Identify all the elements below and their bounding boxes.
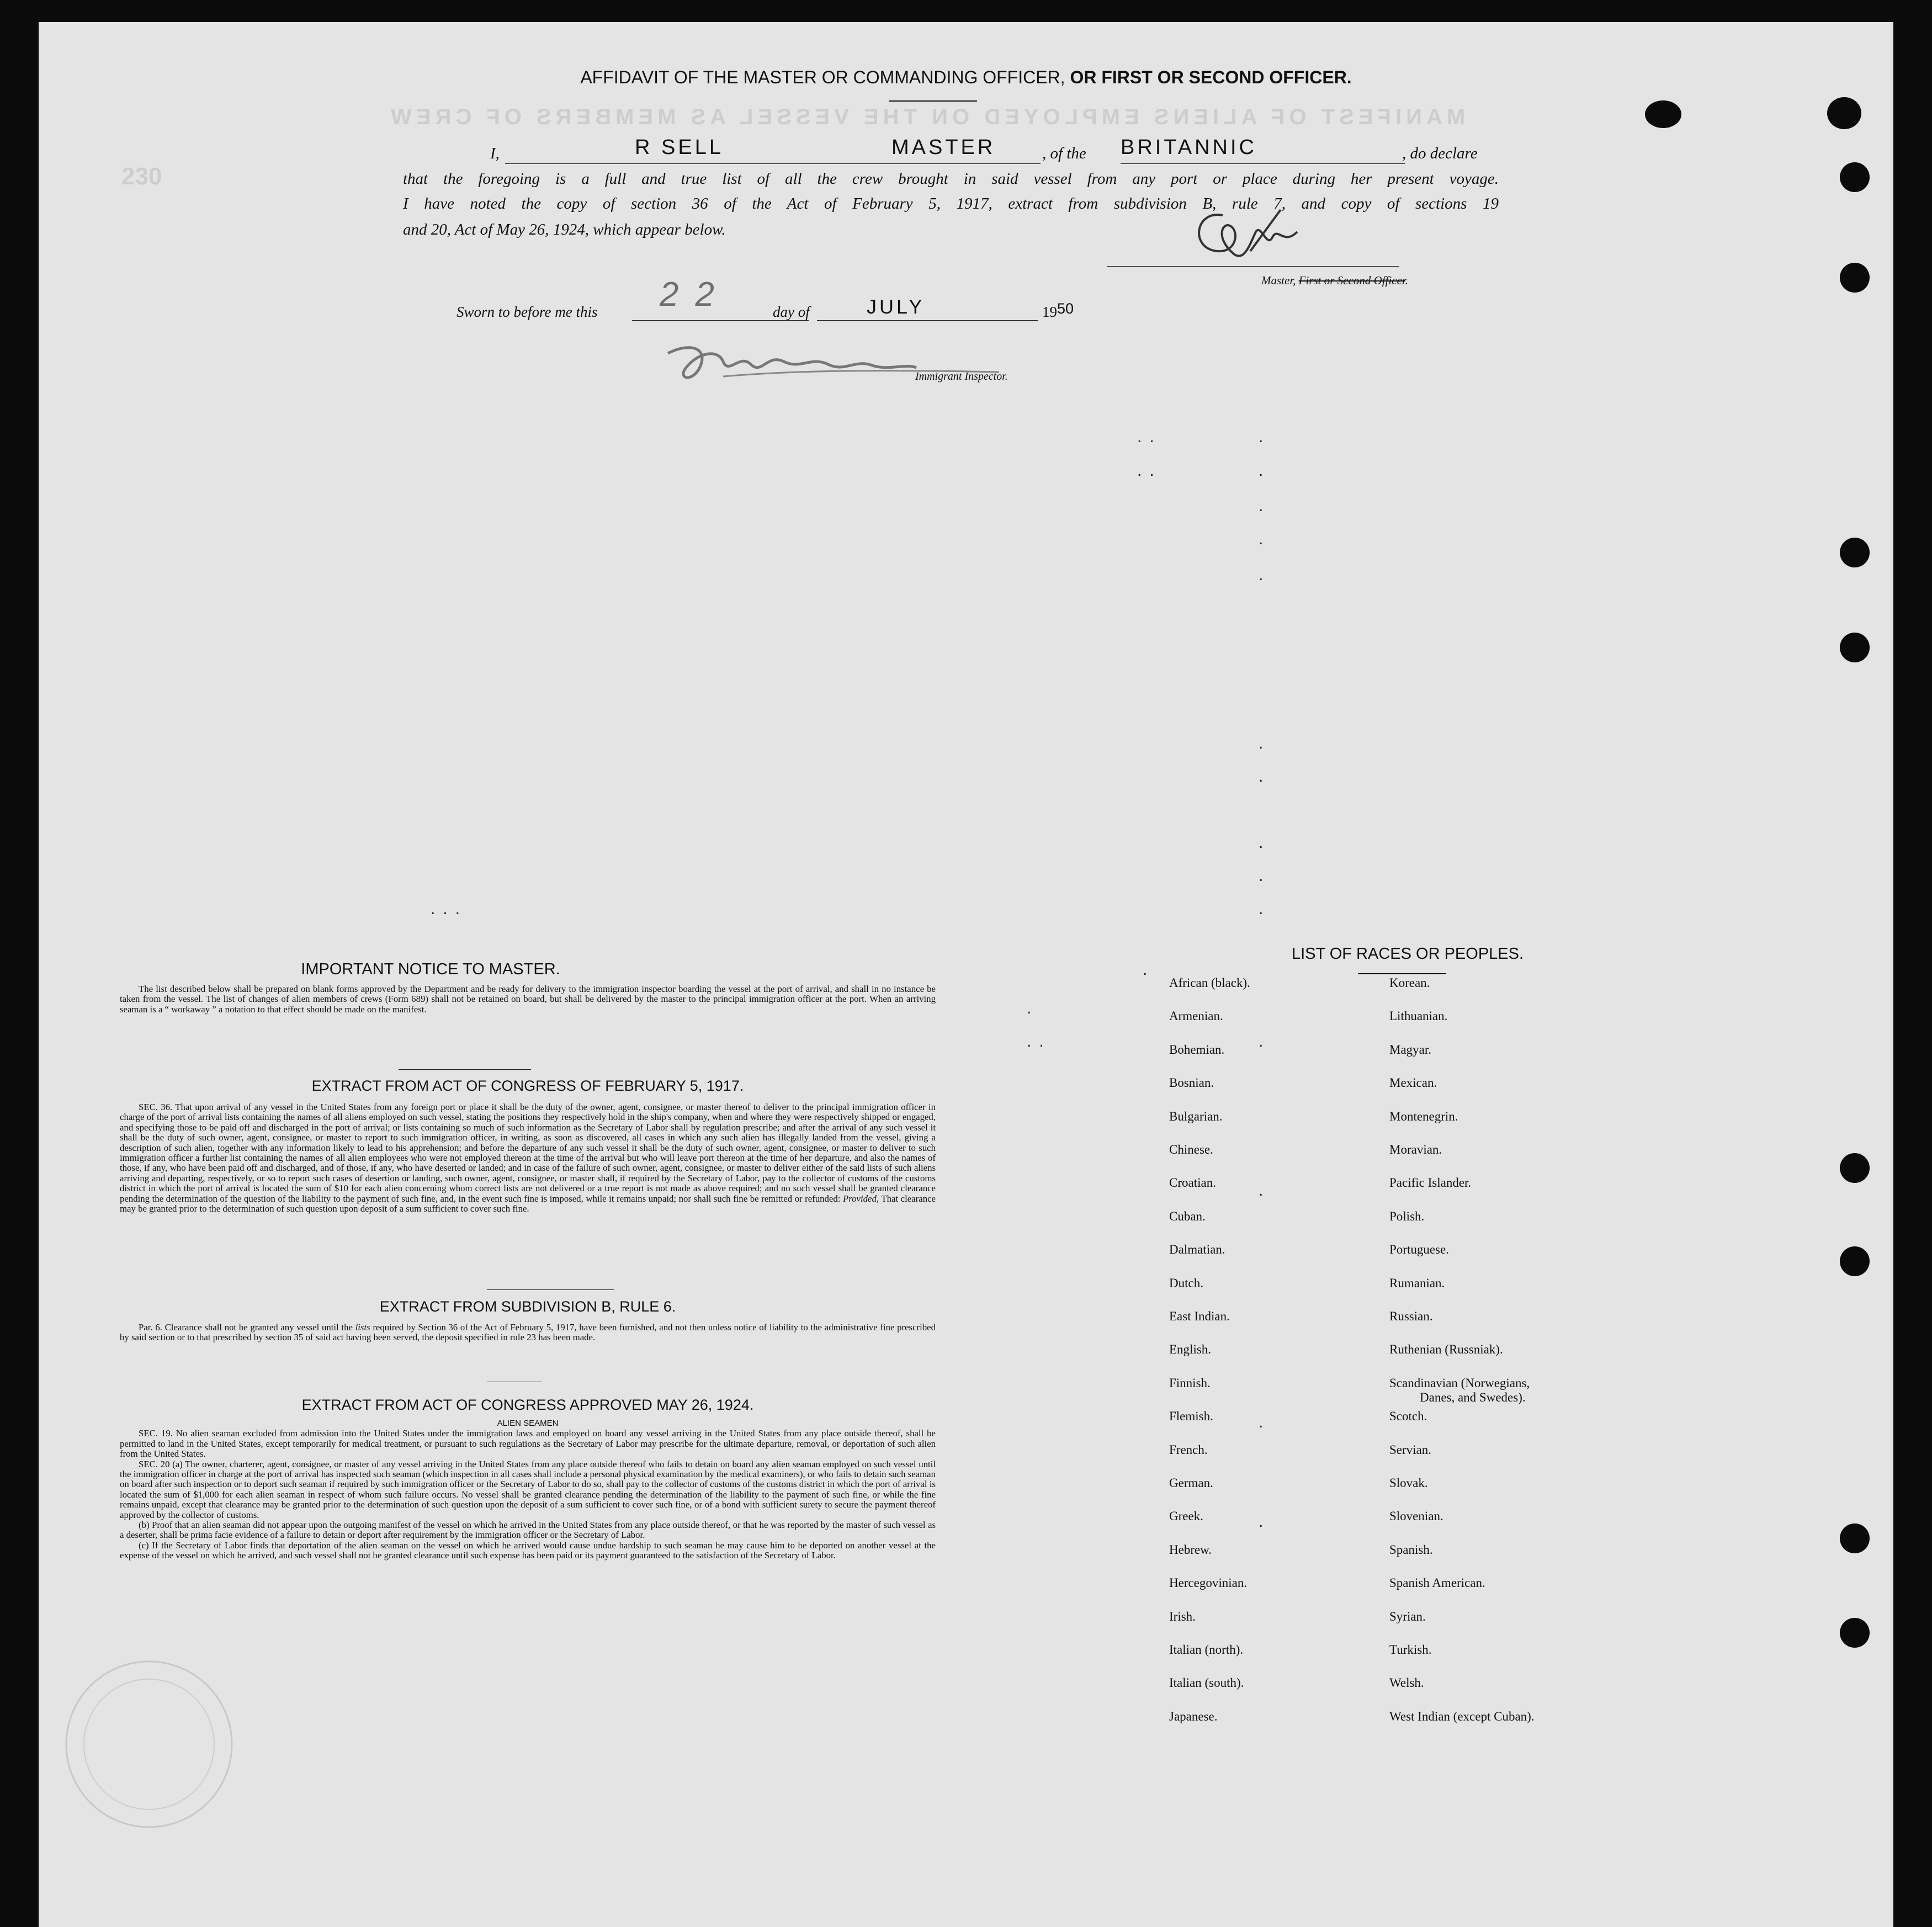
punch-hole xyxy=(1840,1523,1870,1553)
sec-36-text: SEC. 36. That upon arrival of any vessel in the United States from any foreign port or place it shall be the duty of the owner, agent, consignee, or master thereof to deliver to the principal immigration officer in charge of the port of arrival lists containing the names of all aliens employed on such vessel, stating the positions they respectively hold in the ship's company, when and where they were respectively shipped or engaged, and specifying those to be paid off and discharged in the port of arrival; or lists containing so much of such information as the Secretary of Labor shall by regulation prescribe; and after the arrival of any such vessel it shall be the duty of such owner, agent, consignee, or master to report to such immigration officer, in writing, as soon as discovered, all cases in which any such alien has illegally landed from the vessel, giving a description of such alien, together with any information likely to lead to his apprehension; and before the departure of any such vessel it shall be the duty of such owner, agent, consignee, or master to deliver to such immigration officer a further list containing the names of all alien employees who were not employed thereon at the time of the arrival but who will leave port thereon at the time of her departure, and also the names of those, if any, who have been paid off and discharged, and of those, if any, who have deserted or landed; and in case of the failure of such owner, agent, consignee, or master to deliver either of the said lists of such aliens arriving and departing, respectively, or so to report such cases of desertion or landing, such owner, agent, consignee, or master shall, if required by the Secretary of Labor, pay to the collector of customs of the customs district in which the port of arrival is located the sum of $10 for each alien concerning whom correct lists are not delivered or a true report is not made as above required; and no such vessel shall be granted clearance pending the determination of the question of the liability to the payment of such fine, and, in the event such fine is imposed, while it remains unpaid; nor shall such fine be remitted or refunded: xyxy=(120,1102,936,1204)
par-6-post: required by Section 36 of the Act of February 5, 1917, have been furnished, and not then unless notice of liability to the administrative fine prescribed by said section or to that prescribed by section 35 of said act having been served, the deposit specified in rule 23 has been made. xyxy=(120,1322,936,1343)
bleed-through-number: 230 xyxy=(121,163,162,190)
master-signature-caption xyxy=(1261,274,1408,288)
punch-hole xyxy=(1840,162,1870,192)
sec-19-paragraph: SEC. 19. No alien seaman excluded from admission into the United States under the immigration laws and employed on board any vessel arriving in the United States from any place outside thereof, shall be permitted to land in the United States, except temporarily for medical treatment, or pursuant to such regulations as the Secretary of Labor may prescribe for the ultimate departure, removal, or deportation of such alien from the United States. xyxy=(120,1428,936,1459)
race-item: Italian (south). xyxy=(1169,1676,1244,1690)
race-item: Bohemian. xyxy=(1169,1042,1225,1057)
race-item: Hebrew. xyxy=(1169,1542,1212,1557)
race-item: Syrian. xyxy=(1389,1609,1426,1623)
race-item: Lithuanian. xyxy=(1389,1009,1448,1023)
punch-hole xyxy=(1827,97,1861,129)
race-item: Servian. xyxy=(1389,1442,1432,1457)
year-handwritten: 50 xyxy=(1057,300,1074,317)
affidavit-title-underline xyxy=(889,100,977,102)
caption-period: . xyxy=(1405,274,1408,287)
race-item: German. xyxy=(1169,1476,1213,1490)
punch-hole xyxy=(1840,1618,1870,1648)
race-item: Portuguese. xyxy=(1389,1243,1449,1257)
race-item: English. xyxy=(1169,1342,1212,1357)
race-item: Dalmatian. xyxy=(1169,1243,1225,1257)
subdivision-b-text xyxy=(120,1323,936,1343)
inspector-caption: Immigrant Inspector. xyxy=(915,370,1008,383)
do-declare-label: , do declare xyxy=(1402,145,1478,162)
notice-title: IMPORTANT NOTICE TO MASTER. xyxy=(301,960,560,978)
caption-struck-officer: First or Second Officer xyxy=(1298,274,1405,287)
dot-marks: . xyxy=(1259,497,1271,515)
sworn-day-label: day of xyxy=(773,304,810,320)
race-item: Cuban. xyxy=(1169,1209,1206,1223)
dot-marks: . xyxy=(1259,734,1271,752)
sworn-year xyxy=(1042,300,1074,321)
dot-marks: .. xyxy=(1137,428,1162,446)
manifest-sheet xyxy=(39,22,1893,1927)
race-item: Croatian. xyxy=(1169,1176,1216,1190)
race-item: Bulgarian. xyxy=(1169,1109,1223,1123)
race-item: Slovak. xyxy=(1389,1476,1428,1490)
master-signature xyxy=(1184,199,1328,276)
race-item: Rumanian. xyxy=(1389,1276,1445,1290)
dot-marks: . xyxy=(1259,867,1271,885)
race-item: Ruthenian (Russniak). xyxy=(1389,1342,1503,1357)
race-item: Irish. xyxy=(1169,1609,1196,1623)
sworn-day: 22 xyxy=(660,275,731,314)
dot-marks: . xyxy=(1259,834,1271,852)
race-item: Chinese. xyxy=(1169,1143,1213,1156)
race-item: Japanese. xyxy=(1169,1709,1218,1723)
race-item: Turkish. xyxy=(1389,1643,1432,1657)
race-item: Spanish. xyxy=(1389,1542,1433,1557)
affidavit-title-master: AFFIDAVIT OF THE MASTER OR COMMANDING OFFICER, xyxy=(580,67,1070,87)
caption-master: Master, xyxy=(1261,274,1299,287)
race-item: Italian (north). xyxy=(1169,1643,1244,1657)
extract-1924-title: EXTRACT FROM ACT OF CONGRESS APPROVED MAY 26, 1924. xyxy=(301,1397,754,1413)
race-item: Dutch. xyxy=(1169,1276,1203,1290)
sec-20a-paragraph: SEC. 20 (a) The owner, charterer, agent, consignee, or master of any vessel arriving in the United States from any place outside thereof who fails to detain on board any alien seaman employed on such vessel until the immigration officer in charge at the port of arrival has inspected such seaman (which inspection in all cases shall include a personal physical examination by the medical examiners), or who fails to detain such seaman on board after such inspection or to deport such seaman if required by such immigration officer or the Secretary of Labor to do so, shall pay to the collector of customs of the customs district in which the port of arrival is located the sum of $1,000 for each alien seaman in respect of whom such failure occurs. No vessel shall be granted clearance pending the determination of the liability to the payment of such fine, or while the fine remains unpaid, except that clearance may be granted prior to the determination of such question upon the deposit of a sum sufficient to cover such fine, or of a bond with sufficient surety to secure the payment thereof approved by the collector of customs. xyxy=(120,1458,936,1520)
race-item: Magyar. xyxy=(1389,1042,1432,1057)
race-item: Slovenian. xyxy=(1389,1509,1443,1523)
races-title-underline xyxy=(1358,973,1446,974)
dot-marks: . xyxy=(1259,1413,1271,1431)
race-item: Scandinavian (Norwegians, xyxy=(1389,1376,1530,1390)
dot-marks: . xyxy=(1143,960,1155,979)
par-6-lists: lists xyxy=(355,1322,370,1333)
punch-hole xyxy=(1840,633,1870,662)
dot-marks: . xyxy=(1259,1181,1271,1199)
race-item: Flemish. xyxy=(1169,1409,1213,1424)
race-item: Scotch. xyxy=(1389,1409,1427,1424)
race-item: Moravian. xyxy=(1389,1143,1442,1156)
notice-divider xyxy=(399,1069,531,1070)
race-item: Spanish American. xyxy=(1389,1576,1485,1590)
affidavit-i-label: I, xyxy=(490,145,500,162)
extract-1924-text xyxy=(120,1419,936,1561)
punch-hole xyxy=(1840,263,1870,293)
subdivision-b-title: EXTRACT FROM SUBDIVISION B, RULE 6. xyxy=(379,1298,676,1315)
race-item: African (black). xyxy=(1169,976,1250,990)
race-item: Korean. xyxy=(1389,976,1430,990)
alien-seamen-subtitle: ALIEN SEAMEN xyxy=(497,1419,559,1428)
vessel-line xyxy=(1121,163,1405,164)
affidavit-line-4: and 20, Act of May 26, 1924, which appear below. xyxy=(403,221,726,238)
race-item: Mexican. xyxy=(1389,1076,1437,1090)
punch-hole xyxy=(1840,1153,1870,1183)
bleed-through-text: MANIFEST OF ALIENS EMPLOYED ON THE VESSEL AS MEMBERS OF CREW xyxy=(386,105,1466,129)
dot-marks: . xyxy=(1259,1032,1271,1050)
year-printed: 19 xyxy=(1042,304,1057,320)
master-name: R SELL xyxy=(635,136,724,159)
dot-marks: . xyxy=(1259,461,1271,480)
affidavit-title-officer: OR FIRST OR SECOND OFFICER. xyxy=(1070,67,1352,87)
par-6-pre: Par. 6. Clearance shall not be granted any vessel until the xyxy=(139,1322,353,1333)
race-item: Finnish. xyxy=(1169,1376,1211,1390)
dot-marks: .. xyxy=(1027,1032,1052,1050)
race-item: French. xyxy=(1169,1442,1208,1457)
master-signature-line xyxy=(1107,266,1399,267)
race-item: Danes, and Swedes). xyxy=(1420,1390,1526,1404)
races-title: LIST OF RACES OR PEOPLES. xyxy=(1291,945,1524,963)
sec-36-provided: Provided, xyxy=(843,1193,879,1204)
dot-marks: . xyxy=(1259,1512,1271,1531)
race-item: Greek. xyxy=(1169,1509,1203,1523)
extract-1917-text xyxy=(120,1102,936,1214)
extract-1917-divider xyxy=(487,1289,614,1290)
affidavit-line-2: that the foregoing is a full and true list of all the crew brought in said vessel from any port or place during her present voyage. xyxy=(403,170,1499,188)
race-item: Bosnian. xyxy=(1169,1076,1214,1090)
sworn-month: JULY xyxy=(867,295,925,318)
embossed-seal xyxy=(61,1653,237,1835)
dot-marks: . xyxy=(1259,428,1271,446)
sec-36-tail: That clearance may be granted prior to the determination of such question upon deposit of a sum sufficient to cover such fine. xyxy=(120,1193,936,1214)
race-item: Hercegovinian. xyxy=(1169,1576,1248,1590)
of-the-label: , of the xyxy=(1042,145,1086,162)
dot-marks: . xyxy=(1259,767,1271,785)
punch-hole xyxy=(1645,100,1681,128)
affidavit-line-3: I have noted the copy of section 36 of the Act of February 5, 1917, extract from subdivision B, rule 7, and copy of sections 19 xyxy=(403,195,1499,213)
punch-hole xyxy=(1840,538,1870,567)
affidavit-title xyxy=(39,67,1893,88)
extract-1917-paragraph xyxy=(120,1102,936,1214)
dot-marks: ... xyxy=(431,900,468,918)
race-item: West Indian (except Cuban). xyxy=(1389,1709,1535,1723)
sec-20b-paragraph: (b) Proof that an alien seaman did not appear upon the outgoing manifest of the vessel on which he arrived in the United States from any place outside thereof, or that he was reported by the master of such vessel as a deserter, shall be prima facie evidence of a failure to detain or deport after requirement by the immigration officer or the Secretary of Labor. xyxy=(120,1520,936,1541)
race-item: Armenian. xyxy=(1169,1009,1223,1023)
race-item: Welsh. xyxy=(1389,1676,1424,1690)
race-item: Pacific Islander. xyxy=(1389,1176,1472,1190)
race-item: Montenegrin. xyxy=(1389,1109,1458,1123)
race-item: Russian. xyxy=(1389,1309,1433,1323)
extract-1917-title: EXTRACT FROM ACT OF CONGRESS OF FEBRUARY 5, 1917. xyxy=(311,1077,744,1094)
notice-paragraph: The list described below shall be prepared on blank forms approved by the Department and be ready for delivery to the immigration inspector boarding the vessel at the port of arrival, and shall in no instance be taken from the vessel. The list of changes of alien members of crews (Form 689) shall not be retained on board, but shall be delivered by the master to the principal immigration officer at the port. When an arriving seaman is a “ workaway ” a notation to that effect should be made on the manifest. xyxy=(120,984,936,1015)
name-line xyxy=(505,163,1041,164)
subdivision-b-paragraph xyxy=(120,1323,936,1343)
dot-marks: . xyxy=(1027,999,1039,1017)
notice-text xyxy=(120,984,936,1015)
sworn-month-line xyxy=(817,320,1038,321)
dot-marks: .. xyxy=(1137,461,1162,480)
punch-hole xyxy=(1840,1246,1870,1276)
sec-20c-paragraph: (c) If the Secretary of Labor finds that deportation of the alien seaman on the vessel on which he arrived would cause undue hardship to such seaman he may cause him to be deported on another vessel at the expense of the vessel on which he arrived, and such vessel shall not be granted clearance until such expense has been paid or its payment guaranteed to the satisfaction of the Secretary of Labor. xyxy=(120,1540,936,1561)
sworn-label: Sworn to before me this xyxy=(457,304,598,320)
race-item: East Indian. xyxy=(1169,1309,1230,1323)
dot-marks: . xyxy=(1259,530,1271,548)
master-rank: MASTER xyxy=(891,136,996,159)
dot-marks: . xyxy=(1259,900,1271,918)
vessel-name: BRITANNIC xyxy=(1121,136,1257,159)
dot-marks: . xyxy=(1259,566,1271,584)
race-item: Polish. xyxy=(1389,1209,1425,1223)
